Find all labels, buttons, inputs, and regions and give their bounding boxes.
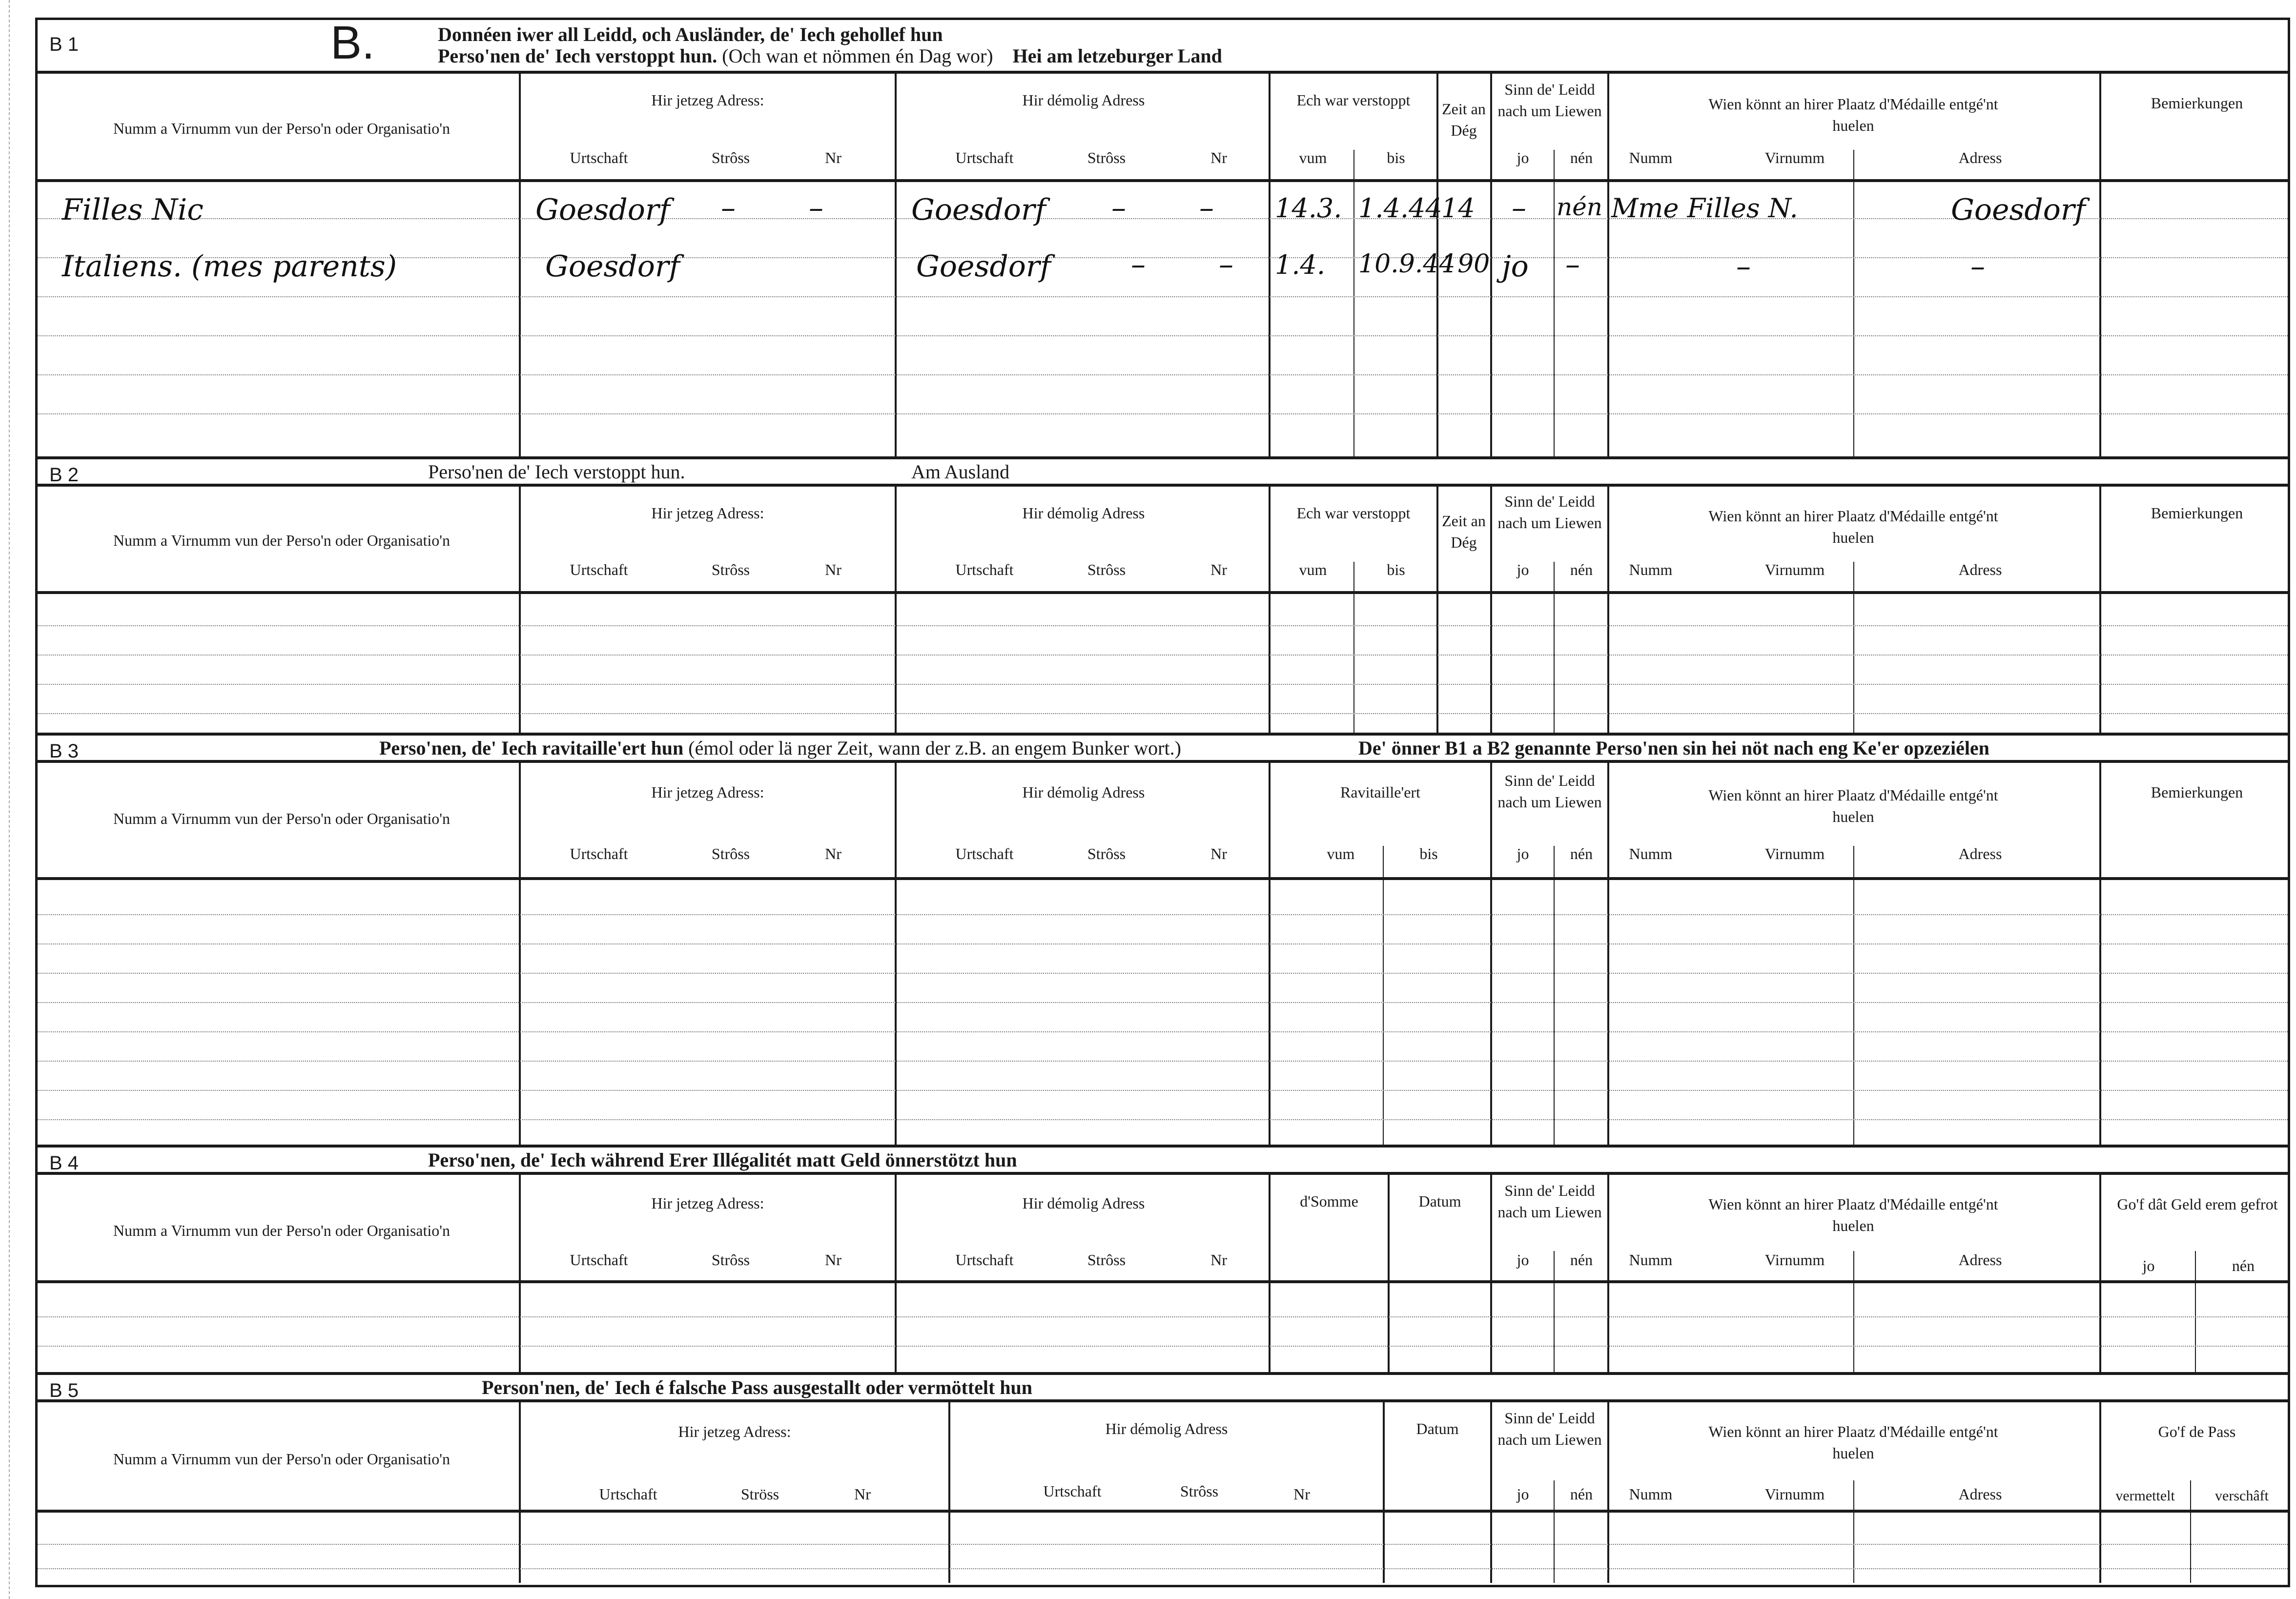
header-street: Strôss xyxy=(1180,1482,1219,1500)
header-locality: Urtschaft xyxy=(955,149,1014,166)
header-from: vum xyxy=(1327,845,1355,862)
entry-from: 14.3. xyxy=(1275,193,1342,224)
entry-current-street: – xyxy=(721,191,736,225)
left-margin-mark xyxy=(9,0,10,1599)
header-medal: Wien könnt an hirer Plaatz d'Médaille entgé'nt huelen xyxy=(1708,95,1998,134)
entry-medal-address: Goesdorf xyxy=(1951,193,2086,227)
header-time-days: Zeit an Dég xyxy=(1442,100,1486,139)
header-no: nén xyxy=(1570,1485,1593,1503)
entry-former-nr: – xyxy=(1219,247,1233,282)
header-locality: Urtschaft xyxy=(570,149,628,166)
section-subtitle: Perso'nen de' Iech verstoppt hun. (Och wan et nömmen én Dag wor) Hei am letzeburger Land xyxy=(438,45,1222,67)
section-b4 xyxy=(38,1148,2288,1375)
section-code: B 4 xyxy=(49,1152,79,1174)
header-current-address: Hir jetzeg Adress: xyxy=(651,1194,764,1212)
entry-name: Filles Nic xyxy=(62,193,204,227)
header-name: Numm a Virnumm vun der Perso'n oder Organisatio'n xyxy=(113,532,451,549)
entry-former-street: – xyxy=(1111,191,1126,225)
entry-no: – xyxy=(1565,247,1580,282)
header-from: vum xyxy=(1299,561,1327,578)
header-former-address: Hir démolig Adress xyxy=(1022,1194,1145,1212)
header-medal-firstname: Virnumm xyxy=(1764,1251,1825,1269)
header-name: Numm a Virnumm vun der Perso'n oder Organisatio'n xyxy=(113,120,451,137)
header-time-days: Zeit an Dég xyxy=(1442,512,1486,551)
header-locality: Urtschaft xyxy=(955,561,1014,578)
section-b2 xyxy=(38,459,2288,736)
header-pass-issued: verschâft xyxy=(2215,1488,2269,1504)
entry-former-locality: Goesdorf xyxy=(916,249,1051,284)
header-number: Nr xyxy=(1210,1251,1227,1269)
header-money-given: Go'f dât Geld erem gefrot xyxy=(2117,1195,2278,1213)
section-title: Perso'nen, de' Iech ravitaille'ert hun (émol oder lä nger Zeit, wann der z.B. an engem Bunker wort.) xyxy=(379,737,1181,759)
header-number: Nr xyxy=(1210,149,1227,166)
section-code: B 5 xyxy=(49,1380,79,1401)
header-number: Nr xyxy=(825,561,841,578)
header-street: Strôss xyxy=(1087,845,1126,862)
entry-name: Italiens. (mes parents) xyxy=(62,249,397,284)
section-letter: B. xyxy=(330,17,375,69)
header-former-address: Hir démolig Adress xyxy=(1105,1420,1228,1437)
section-b5 xyxy=(38,1375,2288,1585)
header-number: Nr xyxy=(825,149,841,166)
header-medal-address: Adress xyxy=(1958,1251,2002,1269)
header-number: Nr xyxy=(1293,1485,1310,1503)
header-medal: Wien könnt an hirer Plaatz d'Médaille entgé'nt huelen xyxy=(1708,1195,1998,1234)
header-no: nén xyxy=(1570,561,1593,578)
section-code: B 1 xyxy=(49,34,79,55)
section-title-end: De' önner B1 a B2 genannte Perso'nen sin hei nöt nach eng Ke'er opzeziélen xyxy=(1358,737,1989,759)
header-former-address: Hir démolig Adress xyxy=(1022,783,1145,801)
header-number: Nr xyxy=(825,845,841,862)
section-title: Perso'nen, de' Iech während Erer Illégalitét matt Geld önnerstötzt hun xyxy=(428,1149,1017,1171)
section-b3 xyxy=(38,736,2288,1148)
header-number: Nr xyxy=(1210,845,1227,862)
header-yes: jo xyxy=(1517,561,1529,578)
section-title-end: Am Ausland xyxy=(911,461,1010,483)
header-no: nén xyxy=(1570,149,1593,166)
entry-days: 14 xyxy=(1441,193,1475,224)
entry-from: 1.4. xyxy=(1275,249,1326,280)
header-locality: Urtschaft xyxy=(570,1251,628,1269)
header-street: Ströss xyxy=(740,1485,779,1503)
header-no: nén xyxy=(2232,1257,2255,1274)
entry-yes: jo xyxy=(1502,249,1529,284)
entry-no: nén xyxy=(1557,193,1602,221)
header-hidden: Ech war verstoppt xyxy=(1296,91,1411,109)
header-from: vum xyxy=(1299,149,1327,166)
header-number: Nr xyxy=(1210,561,1227,578)
header-medal: Wien könnt an hirer Plaatz d'Médaille entgé'nt huelen xyxy=(1708,507,1998,546)
header-medal-firstname: Virnumm xyxy=(1764,561,1825,578)
form-page xyxy=(35,18,2290,1587)
entry-until: 10.9.44 xyxy=(1358,249,1456,279)
entry-current-locality: Goesdorf xyxy=(535,193,670,227)
header-number: Nr xyxy=(825,1251,841,1269)
section-code: B 2 xyxy=(49,464,79,486)
entry-days: 190 xyxy=(1441,249,1490,279)
header-medal-firstname: Virnumm xyxy=(1764,149,1825,166)
header-remarks: Bemierkungen xyxy=(2151,783,2243,801)
header-locality: Urtschaft xyxy=(570,845,628,862)
header-until: bis xyxy=(1419,845,1438,862)
header-remarks: Bemierkungen xyxy=(2151,504,2243,522)
header-current-address: Hir jetzeg Adress: xyxy=(651,504,764,522)
header-locality: Urtschaft xyxy=(570,561,628,578)
header-supplied: Ravitaille'ert xyxy=(1340,783,1420,801)
header-medal: Wien könnt an hirer Plaatz d'Médaille entgé'nt huelen xyxy=(1708,786,1998,825)
section-title: Person'nen, de' Iech é falsche Pass ausgestallt oder vermöttelt hun xyxy=(482,1376,1033,1398)
header-street: Strôss xyxy=(1087,561,1126,578)
header-medal-address: Adress xyxy=(1958,149,2002,166)
header-pass-given: Go'f de Pass xyxy=(2158,1423,2236,1440)
entry-medal-address: – xyxy=(1970,249,1985,284)
header-locality: Urtschaft xyxy=(955,845,1014,862)
header-name: Numm a Virnumm vun der Perso'n oder Organisatio'n xyxy=(113,810,451,827)
header-sum: d'Somme xyxy=(1300,1192,1358,1210)
header-medal-name: Numm xyxy=(1629,1251,1673,1269)
header-current-address: Hir jetzeg Adress: xyxy=(651,783,764,801)
header-no: nén xyxy=(1570,845,1593,862)
entry-current-locality: Goesdorf xyxy=(545,249,680,284)
header-number: Nr xyxy=(854,1485,871,1503)
header-sense: Sinn de' Leidd nach um Liewen xyxy=(1497,772,1602,811)
entry-former-locality: Goesdorf xyxy=(911,193,1046,227)
header-yes: jo xyxy=(1517,845,1529,862)
header-street: Strôss xyxy=(711,561,750,578)
header-medal-firstname: Virnumm xyxy=(1764,1485,1825,1503)
header-locality: Urtschaft xyxy=(1043,1482,1102,1500)
section-title: Perso'nen de' Iech verstoppt hun. xyxy=(428,461,685,483)
header-until: bis xyxy=(1387,561,1405,578)
entry-medal-name: – xyxy=(1736,249,1751,284)
header-yes: jo xyxy=(1517,149,1529,166)
header-current-address: Hir jetzeg Adress: xyxy=(678,1423,791,1440)
header-medal-address: Adress xyxy=(1958,1485,2002,1503)
header-former-address: Hir démolig Adress xyxy=(1022,504,1145,522)
header-sense: Sinn de' Leidd nach um Liewen xyxy=(1497,81,1602,120)
entry-former-street: – xyxy=(1131,247,1146,282)
header-street: Strôss xyxy=(711,149,750,166)
header-sense: Sinn de' Leidd nach um Liewen xyxy=(1497,492,1602,532)
entry-current-nr: – xyxy=(809,191,823,225)
header-yes: jo xyxy=(2142,1257,2155,1274)
header-date: Datum xyxy=(1418,1192,1461,1210)
header-hidden: Ech war verstoppt xyxy=(1296,504,1411,522)
header-yes: jo xyxy=(1517,1485,1529,1503)
header-medal-firstname: Virnumm xyxy=(1764,845,1825,862)
header-locality: Urtschaft xyxy=(955,1251,1014,1269)
header-pass-mediated: vermettelt xyxy=(2115,1488,2175,1504)
header-medal-name: Numm xyxy=(1629,1485,1673,1503)
header-medal-address: Adress xyxy=(1958,561,2002,578)
header-street: Strôss xyxy=(711,1251,750,1269)
header-street: Strôss xyxy=(1087,149,1126,166)
header-no: nén xyxy=(1570,1251,1593,1269)
entry-former-nr: – xyxy=(1199,191,1214,225)
header-former-address: Hir démolig Adress xyxy=(1022,91,1145,109)
header-sense: Sinn de' Leidd nach um Liewen xyxy=(1497,1409,1602,1448)
header-locality: Urtschaft xyxy=(599,1485,657,1503)
header-name: Numm a Virnumm vun der Perso'n oder Organisatio'n xyxy=(113,1450,451,1468)
entry-yes: – xyxy=(1512,191,1526,225)
header-until: bis xyxy=(1387,149,1405,166)
header-remarks: Bemierkungen xyxy=(2151,94,2243,112)
header-sense: Sinn de' Leidd nach um Liewen xyxy=(1497,1182,1602,1221)
header-street: Strôss xyxy=(711,845,750,862)
header-medal-address: Adress xyxy=(1958,845,2002,862)
header-name: Numm a Virnumm vun der Perso'n oder Organisatio'n xyxy=(113,1222,451,1239)
header-medal: Wien könnt an hirer Plaatz d'Médaille entgé'nt huelen xyxy=(1708,1423,1998,1462)
entry-until: 1.4.44 xyxy=(1358,193,1442,224)
header-date: Datum xyxy=(1416,1420,1459,1437)
section-title: Donnéen iwer all Leidd, och Ausländer, de' Iech gehollef hun xyxy=(438,23,943,45)
section-code: B 3 xyxy=(49,740,79,762)
header-yes: jo xyxy=(1517,1251,1529,1269)
section-b1 xyxy=(38,17,2288,459)
header-medal-name: Numm xyxy=(1629,149,1673,166)
entry-medal-name: Mme Filles N. xyxy=(1611,193,1798,224)
header-medal-name: Numm xyxy=(1629,845,1673,862)
header-medal-name: Numm xyxy=(1629,561,1673,578)
header-current-address: Hir jetzeg Adress: xyxy=(651,91,764,109)
header-street: Strôss xyxy=(1087,1251,1126,1269)
